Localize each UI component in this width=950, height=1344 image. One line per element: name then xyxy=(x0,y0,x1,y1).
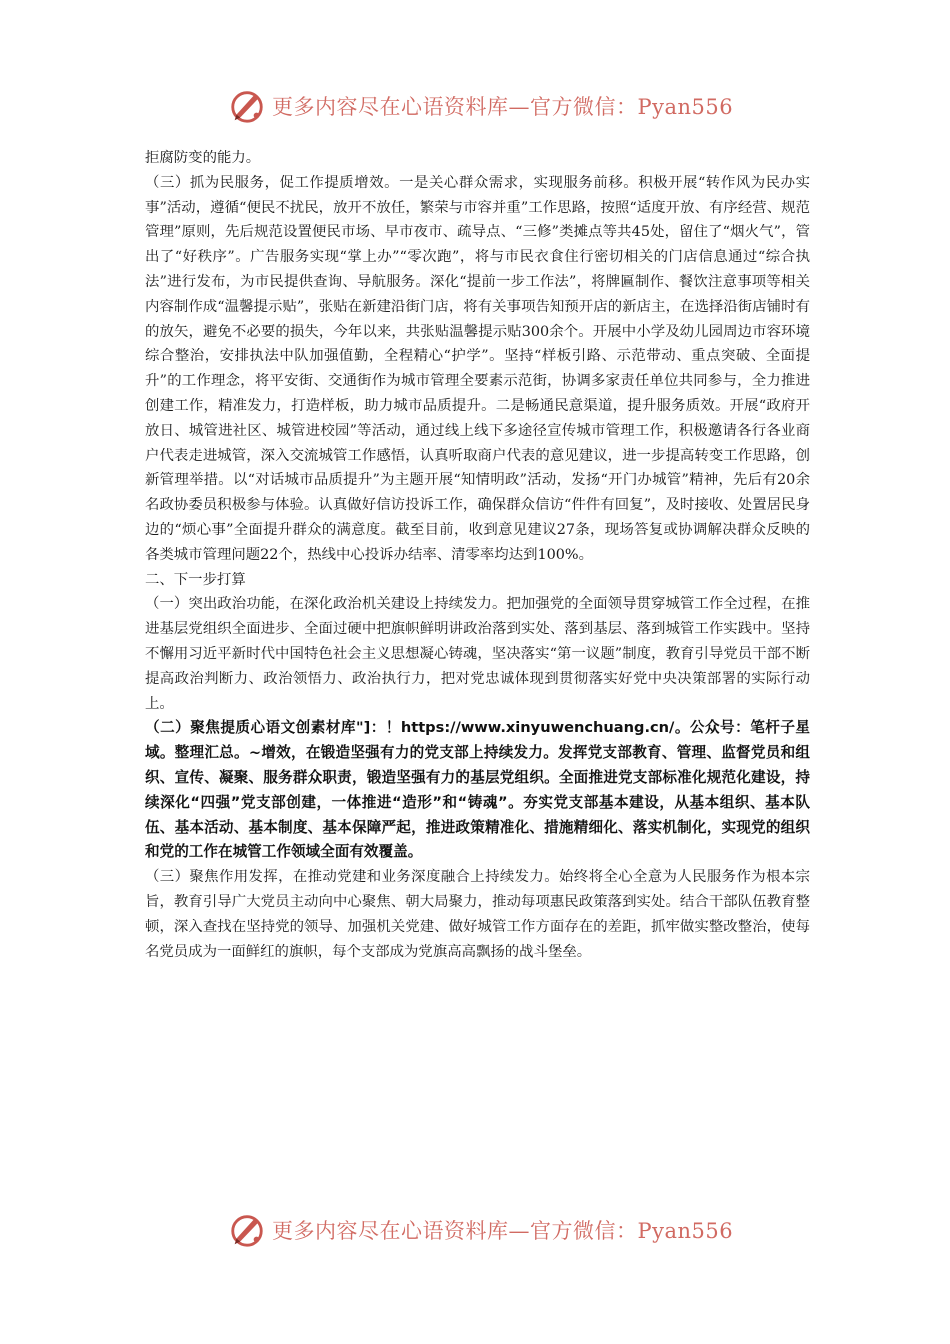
paragraph-closing-fragment: 拒腐防变的能力。 xyxy=(145,150,261,166)
section-heading-next-steps: 二、下一步打算 xyxy=(145,571,246,588)
paragraph-role-play: （三）聚焦作用发挥，在推动党建和业务深度融合上持续发力。始终将全心全意为人民服务作为根本宗旨，教育引导广大党员主动向中心聚焦、朝大局聚力，推动每项惠民政策落到实处。结合干部队伍教育整顿，深入查找在坚持党的领导、加强机关党建、做好城管工作方面存在的差距，抓牢做实整改整治，使每名党员成为一面鲜红的旗帜，每个支部成为党旗高高飘扬的战斗堡垒。 xyxy=(145,869,810,960)
document-body xyxy=(145,146,810,964)
pen-ink-logo-icon xyxy=(228,87,266,125)
watermark-text: 更多内容尽在心语资料库—官方微信：Pyan556 xyxy=(272,1219,734,1243)
paragraph-political-function: （一）突出政治功能，在深化政治机关建设上持续发力。把加强党的全面领导贯穿城管工作全过程，在推进基层党组织全面进步、全面过硬中把旗帜鲜明讲政治落到实处、落到基层、落到城管工作实践中。坚持不懈用习近平新时代中国特色社会主义思想凝心铸魂，坚决落实“第一议题”制度，教育引导党员干部不断提高政治判断力、政治领悟力、政治执行力，把对党忠诚体现到贯彻落实好党中央决策部署的实际行动上。 xyxy=(145,596,810,712)
paragraph-serve-people: （三）抓为民服务，促工作提质增效。一是关心群众需求，实现服务前移。积极开展“转作风为民办实事”活动，遵循“便民不扰民，放开不放任，繁荣与市容并重”工作思路，按照“适度开放、有序经营、规范管理”原则，先后规范设置便民市场、早市夜市、疏导点、“三修”类摊点等共45处，留住了“烟火气”，管出了“好秩序”。广告服务实现“掌上办”“零次跑”，将与市民衣食住行密切相关的门店信息通过“综合执法”进行发布，为市民提供查询、导航服务。深化“提前一步工作法”，将牌匾制作、餐饮注意事项等相关内容制作成“温馨提示贴”，张贴在新建沿街门店，将有关事项告知预开店的新店主，在选择沿街店铺时有的放矢，避免不必要的损失，今年以来，共张贴温馨提示贴300余个。开展中小学及幼儿园周边市容环境综合整治，安排执法中队加强值勤，全程精心“护学”。坚持“样板引路、示范带动、重点突破、全面提升”的工作理念，将平安街、交通街作为城市管理全要素示范街，协调多家责任单位共同参与，全力推进创建工作，精准发力，打造样板，助力城市品质提升。二是畅通民意渠道，提升服务质效。开展“政府开放日、城管进社区、城管进校园”等活动，通过线上线下多途径宣传城市管理工作，积极邀请各行各业商户代表走进城管，深入交流城管工作感悟，认真听取商户代表的意见建议，进一步提高转变工作思路，创新管理举措。以“对话城市品质提升”为主题开展“知情明政”活动，发扬“开门办城管”精神，先后有20余名政协委员积极参与体验。认真做好信访投诉工作，确保群众信访“件件有回复”，及时接收、处置居民身边的“烦心事”全面提升群众的满意度。截至目前，收到意见建议27条，现场答复或协调解决群众反映的各类城市管理问题22个，热线中心投诉办结率、清零率均达到100%。 xyxy=(145,174,810,563)
watermark-footer xyxy=(228,1208,748,1252)
watermark-text: 更多内容尽在心语资料库—官方微信：Pyan556 xyxy=(272,95,734,119)
paragraph-party-branch: （二）聚焦提质心语文创素材库"]：！https://www.xinyuwenchuang.cn/。公众号：笔杆子星域。整理汇总。~增效，在锻造坚强有力的党支部上持续发力。发挥党支部教育、管理、监督党员和组织、宣传、凝聚、服务群众职责，锻造坚强有力的基层党组织。全面推进党支部标准化规范化建设，持续深化“四强”党支部创建，一体推进“造形”和“铸魂”。夯实党支部基本建设，从基本组织、基本队伍、基本活动、基本制度、基本保障严起，推进政策精准化、措施精细化、落实机制化，实现党的组织和党的工作在城管工作领域全面有效覆盖。 xyxy=(145,719,810,861)
pen-ink-logo-icon xyxy=(228,1211,266,1249)
watermark-header xyxy=(228,84,748,128)
